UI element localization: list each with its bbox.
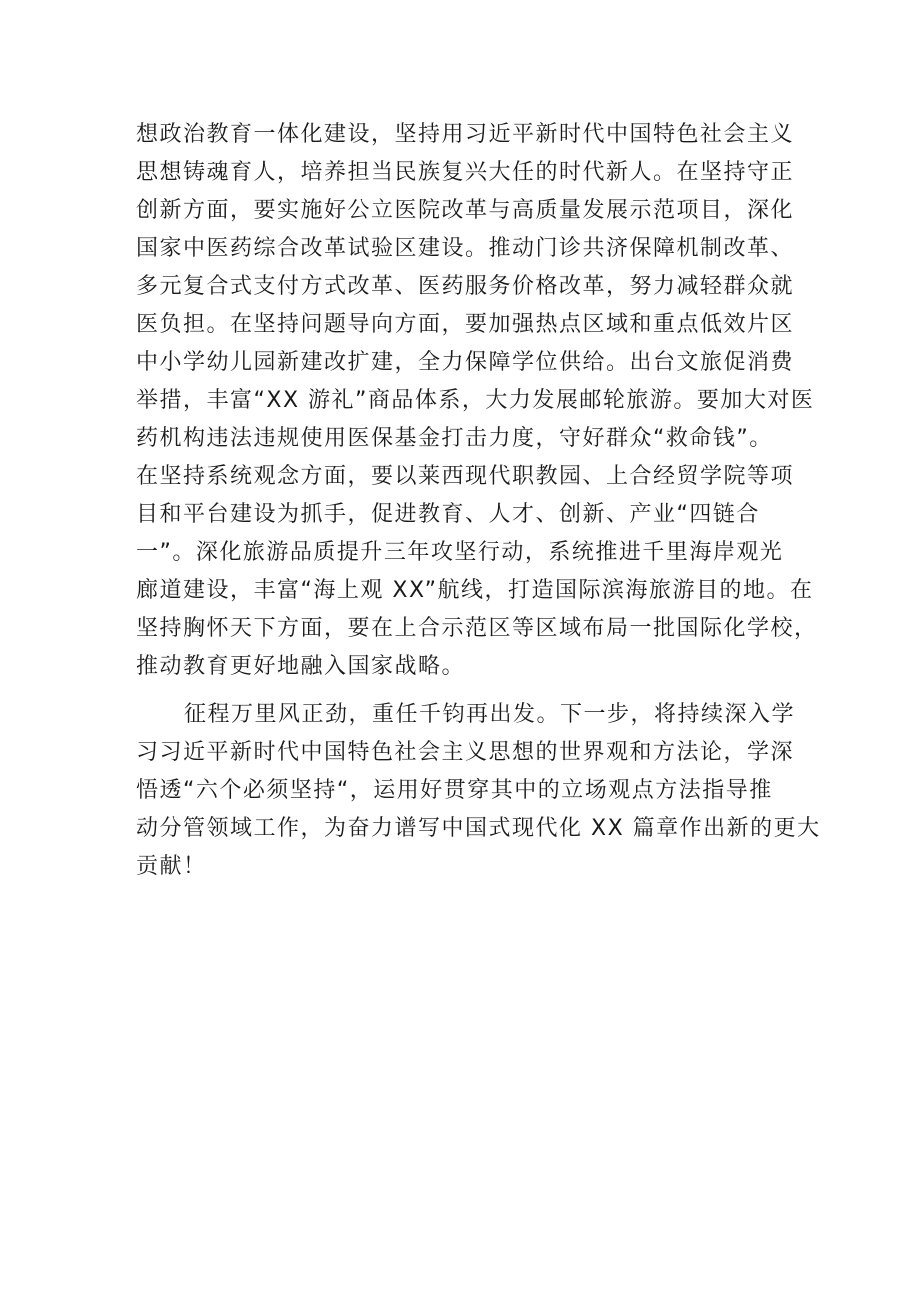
paragraph-line: 思想铸魂育人，培养担当民族复兴大任的时代新人。在坚持守正 <box>136 160 795 185</box>
paragraph-line: 医负担。在坚持问题导向方面，要加强热点区域和重点低效片区 <box>136 312 795 337</box>
paragraph-1 <box>136 116 818 686</box>
paragraph-line: 多元复合式支付方式改革、医药服务价格改革，努力减轻群众就 <box>136 274 795 299</box>
paragraph-line: 廊道建设，丰富“海上观 XX”航线，打造国际滨海旅游目的地。在 <box>136 578 814 603</box>
paragraph-line: 目和平台建设为抓手，促进教育、人才、创新、产业“四链合 <box>136 502 760 527</box>
paragraph-line: 推动教育更好地融入国家战略。 <box>136 654 466 679</box>
paragraph-line: 想政治教育一体化建设，坚持用习近平新时代中国特色社会主义 <box>136 122 795 147</box>
paragraph-line: 征程万里风正劲，重任千钧再出发。下一步，将持续深入学 <box>184 702 796 727</box>
paragraph-line: 坚持胸怀天下方面，要在上合示范区等区域布局一批国际化学校， <box>136 616 818 641</box>
paragraph-line: 一”。深化旅游品质提升三年攻坚行动，系统推进千里海岸观光 <box>136 540 784 565</box>
paragraph-line: 中小学幼儿园新建改扩建，全力保障学位供给。出台文旅促消费 <box>136 350 795 375</box>
paragraph-gap <box>136 686 806 696</box>
paragraph-line: 举措，丰富“XX 游礼”商品体系，大力发展邮轮旅游。要加大对医 <box>136 388 815 413</box>
paragraph-line: 药机构违法违规使用医保基金打击力度，守好群众“救命钱”。 <box>136 426 773 451</box>
paragraph-line: 动分管领域工作，为奋力谱写中国式现代化 XX 篇章作出新的更大 <box>136 816 821 841</box>
paragraph-2 <box>136 696 821 886</box>
document-body <box>136 116 821 886</box>
paragraph-line: 悟透“六个必须坚持“，运用好贯穿其中的立场观点方法指导推 <box>136 778 773 803</box>
paragraph-line: 创新方面，要实施好公立医院改革与高质量发展示范项目，深化 <box>136 198 795 223</box>
paragraph-line: 贡献！ <box>136 854 207 879</box>
paragraph-line: 习习近平新时代中国特色社会主义思想的世界观和方法论，学深 <box>136 740 795 765</box>
paragraph-line: 在坚持系统观念方面，要以莱西现代职教园、上合经贸学院等项 <box>136 464 795 489</box>
paragraph-line: 国家中医药综合改革试验区建设。推动门诊共济保障机制改革、 <box>136 236 795 261</box>
